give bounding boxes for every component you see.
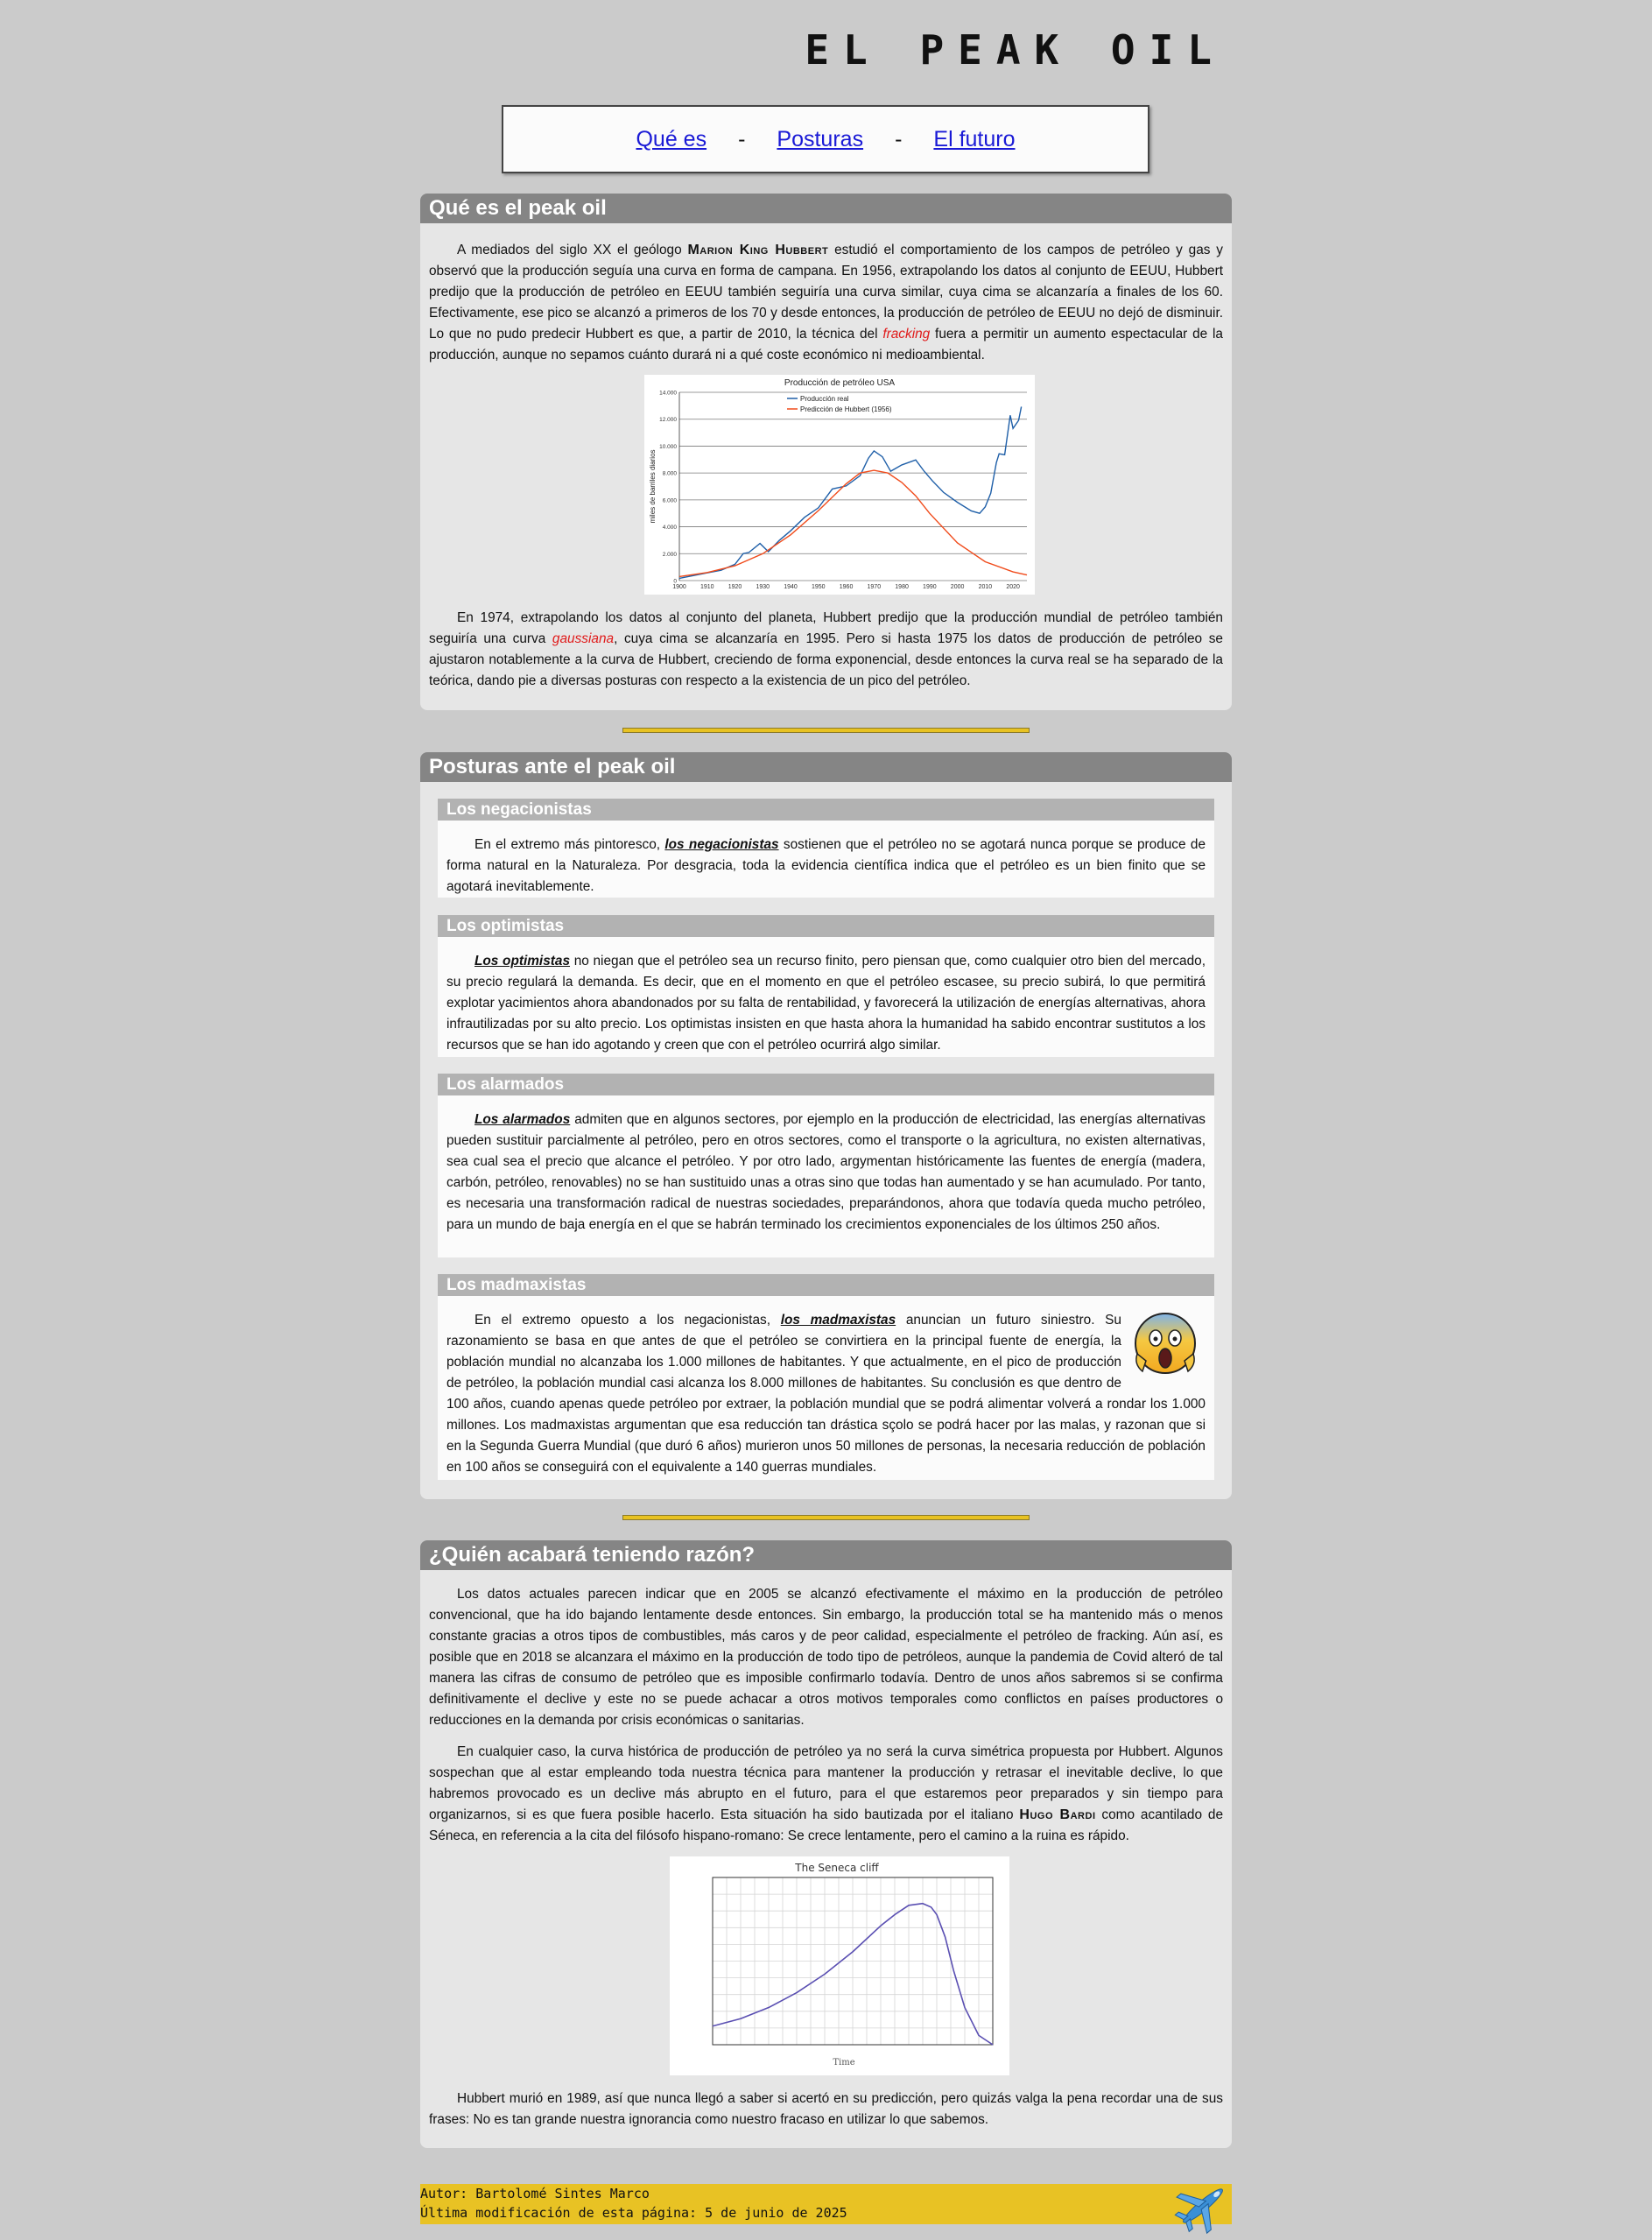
- footer-author: Autor: Bartolomé Sintes Marco: [420, 2186, 650, 2201]
- subsection-alarmados: [438, 1095, 1214, 1257]
- text: sostienen que el petróleo no se agotará nunca porque se produce de forma natural en la Naturaleza. Por desgracia, toda la evidencia científica indica que el petróleo es un bien finito que se agotará inevitablemente.: [446, 837, 1206, 894]
- section-title: ¿Quién acabará teniendo razón?: [420, 1540, 1232, 1570]
- site-title: EL PEAK OIL: [805, 26, 1226, 74]
- screaming-face-icon: [1132, 1310, 1199, 1377]
- term-optimistas: Los optimistas: [475, 954, 571, 969]
- x-tick-label: 1950: [812, 584, 826, 590]
- nav-separator: -: [895, 126, 903, 151]
- y-tick-label: 0: [673, 578, 677, 585]
- footer: [420, 2184, 1232, 2224]
- subsection-madmaxistas: [438, 1296, 1214, 1480]
- x-tick-label: 1910: [699, 584, 714, 590]
- x-tick-label: 1990: [923, 584, 937, 590]
- series-line-1: [679, 406, 1022, 578]
- x-tick-label: 2000: [950, 584, 965, 590]
- usa-oil-chart-svg: [644, 375, 1035, 595]
- chart-title: Producción de petróleo USA: [784, 378, 896, 388]
- text: , cuya cima se alcanzaría en 1995. Pero si hasta 1975 los datos de producción de petróleo se ajustaron notablemente a la curva de Hubbert, creciendo de forma exponencial, desde entonces la curva real se ha separado de la teórica, dando pie a diversas posturas con respecto a la existencia de un pico del petróleo.: [429, 631, 1223, 688]
- y-tick-label: 8.000: [662, 470, 677, 477]
- legend-label: Predicción de Hubbert (1956): [800, 405, 892, 413]
- subsection-title-alarmados: Los alarmados: [438, 1074, 1214, 1095]
- text: estudió el comportamiento de los campos de petróleo y gas y observó que la producción seguía una curva en forma de campana. En 1956, extrapolando los datos al conjunto de EEUU, Hubbert predijo que la producción de petróleo en EEUU también seguiría una curva similar, cuya cima se alcanzaría a finales de los 60. Efectivamente, ese pico se alcanzó a primeros de los 70 y desde entonces, la producción de petróleo de EEUU no dejó de disminuir. Lo que no pudo predecir Hubbert es que, a partir de 2010, la técnica del: [429, 243, 1223, 342]
- section-title: Qué es el peak oil: [420, 194, 1232, 223]
- x-axis-label: Time: [833, 2058, 855, 2067]
- paragraph: [420, 240, 1232, 366]
- paragraph: [446, 1310, 1206, 1478]
- text: En 1974, extrapolando los datos al conjunto del planeta, Hubbert predijo que la producción mundial de petróleo también seguiría una curva: [429, 610, 1223, 646]
- nav-link-el-futuro[interactable]: El futuro: [933, 126, 1016, 151]
- paragraph: [446, 1109, 1206, 1236]
- text: fuera a permitir un aumento espectacular de la producción, aunque no sepamos cuánto durará ni a qué coste económico ni medioambiental.: [429, 327, 1223, 363]
- subsection-negacionistas: [438, 821, 1214, 898]
- airplane-icon: [1174, 2177, 1232, 2235]
- nav-separator: -: [738, 126, 746, 151]
- text: En el extremo más pintoresco,: [475, 837, 665, 852]
- paragraph: [446, 951, 1206, 1056]
- text: como acantilado de Séneca, en referencia a la cita del filósofo hispano-romano: Se crece lentamente, pero el camino a la ruina es rápido.: [429, 1807, 1224, 1843]
- x-tick-label: 1970: [867, 584, 882, 590]
- subsection-title-negacionistas: Los negacionistas: [438, 799, 1214, 821]
- text: En cualquier caso, la curva histórica de producción de petróleo ya no será la curva simétrica propuesta por Hubbert. Algunos sospechan que al estar empleando toda nuestra técnica para mantener la producción y retrasar el inevitable declive, lo que habremos provocado es un declive más abrupto en el futuro, para el que estaremos peor preparados y sin tiempo para organizarnos, si es que fuera posible hacerlo. Esta situación ha sido bautizada por el italiano: [429, 1744, 1223, 1822]
- text: no niegan que el petróleo sea un recurso finito, pero piensan que, como cualquier otro bien del mercado, su precio regulará la demanda. Es decir, que en el momento en que el petróleo escasee, su precio subirá, lo que permitirá explotar yacimientos ahora abandonados por su falta de rentabilidad, y favorecerá la utilización de energías alternativas, ahora infrautilizadas por su alto precio. Los optimistas insisten en que hasta ahora la humanidad ha sabido encontrar sustitutos a los recursos que se han ido agotando y creen que con el petróleo ocurrirá algo similar.: [446, 954, 1206, 1053]
- paragraph: Hubbert murió en 1989, así que nunca llegó a saber si acertó en su predicción, pero quizás valga la pena recordar una de sus frases: No es tan grande nuestra ignorancia como nuestro fracaso en utilizar lo que sabemos.: [429, 2091, 1223, 2127]
- seneca-cliff-chart: [670, 1856, 1009, 2075]
- x-tick-label: 1920: [728, 584, 742, 590]
- paragraph: [420, 608, 1232, 692]
- y-tick-label: 6.000: [662, 497, 677, 504]
- chart-title: The Seneca cliff: [795, 1862, 879, 1874]
- footer-last-modified: Última modificación de esta página: 5 de junio de 2025: [420, 2205, 847, 2221]
- x-tick-label: 1980: [895, 584, 909, 590]
- y-tick-label: 4.000: [662, 525, 677, 532]
- section-que-es: [420, 194, 1232, 710]
- text: admiten que en algunos sectores, por ejemplo en la producción de electricidad, las energías alternativas pueden sustituir parcialmente al petróleo, pero en otros sectores, como el transporte o la agricultura, no existen alternativas, sea cual sea el precio que alcance el petróleo. Y por otro lado, argymentan históricamente las fuentes de energía (madera, carbón, petróleo, renovables) no se han sustituido unas a otras sino que todas han aumentado y se han acumulado. Por tanto, es necesaria una transformación radical de nuestras sociedades, preparándonos, ahora que todavía queda mucho petróleo, para un mundo de baja energía en el que se habrán terminado los crecimientos exponenciales de los últimos 250 años.: [446, 1112, 1206, 1232]
- nav-link-posturas[interactable]: Posturas: [777, 126, 864, 151]
- person-name: Marion King Hubbert: [687, 243, 829, 257]
- section-title: Posturas ante el peak oil: [420, 752, 1232, 782]
- section-posturas: [420, 752, 1232, 1499]
- legend-label: Producción real: [800, 395, 849, 403]
- text: A mediados del siglo XX el geólogo: [457, 243, 688, 257]
- subsection-title-optimistas: Los optimistas: [438, 915, 1214, 937]
- section-divider: [622, 1515, 1030, 1520]
- text: anuncian un futuro siniestro. Su razonamiento se basa en que antes de que el petróleo se convirtiera en la principal fuente de energía, la población mundial no alcanzaba los 1.000 millones de habitantes. Y que actualmente, en el pico de producción de petróleo, la población mundial casi alcanza los 8.000 millones de habitantes. Su conclusión es que dentro de 100 años, cuando apenas quede petróleo por extraer, la población mundial que se podrá alimentar volverá a rondar los 1.000 millones. Los madmaxistas argumentan que esa reducción tan drástica sçolo se podrá hacer por las malas, y razonan que si en la Segunda Guerra Mundial (que duró 6 años) murieron unos 50 millones de personas, la necesaria reducción de población en 100 años se conseguirá con el equivalente a 140 guerras mundiales.: [446, 1313, 1206, 1475]
- y-axis-label: miles de barriles diarios: [649, 449, 657, 524]
- paragraph: Los datos actuales parecen indicar que en 2005 se alcanzó efectivamente el máximo en la producción de petróleo convencional, que ha ido bajando lentamente desde entonces. Sin embargo, la producción total se ha mantenido más o menos constante gracias a otros tipos de combustibles, más caros y de peor calidad, especialmente el petróleo de fracking. Aún así, es posible que en 2018 se alcanzara el máximo en la producción de todo tipo de petróleos, aunque la pandemia de Covid alteró de tal manera las cifras de consumo de petróleo que es imposible confirmarlo todavía. Dentro de unos años sabremos si se confirma definitivamente el declive y este no se puede achacar a otros motivos temporales como conflictos en países productores o reducciones en la demanda por crisis económicas o sanitarias.: [429, 1587, 1223, 1728]
- x-tick-label: 2020: [1006, 584, 1020, 590]
- subsection-title-madmaxistas: Los madmaxistas: [438, 1274, 1214, 1296]
- subsection-optimistas: [438, 937, 1214, 1057]
- usa-oil-chart: [644, 375, 1035, 595]
- term-madmaxistas: los madmaxistas: [780, 1313, 896, 1328]
- term-gaussiana: gaussiana: [552, 631, 615, 646]
- paragraph: [420, 1742, 1232, 1847]
- y-tick-label: 12.000: [659, 417, 677, 424]
- nav-link-que-es[interactable]: Qué es: [636, 126, 707, 151]
- y-tick-label: 10.000: [659, 443, 677, 450]
- nav-bar: [502, 105, 1149, 173]
- x-tick-label: 1900: [672, 584, 686, 590]
- paragraph: [446, 835, 1206, 898]
- term-alarmados: Los alarmados: [475, 1112, 571, 1127]
- section-divider: [622, 728, 1030, 733]
- x-tick-label: 1960: [839, 584, 854, 590]
- y-tick-label: 2.000: [662, 551, 677, 558]
- term-fracking: fracking: [882, 327, 931, 342]
- x-tick-label: 1930: [756, 584, 770, 590]
- x-tick-label: 2010: [978, 584, 993, 590]
- term-negacionistas: los negacionistas: [664, 837, 779, 852]
- text: En el extremo opuesto a los negacionistas,: [475, 1313, 781, 1328]
- y-tick-label: 14.000: [659, 390, 677, 397]
- section-el-futuro: [420, 1540, 1232, 2148]
- series-line-2: [679, 470, 1027, 576]
- seneca-cliff-chart-svg: [670, 1856, 1009, 2075]
- x-tick-label: 1940: [784, 584, 798, 590]
- person-name: Hugo Bardi: [1019, 1807, 1096, 1822]
